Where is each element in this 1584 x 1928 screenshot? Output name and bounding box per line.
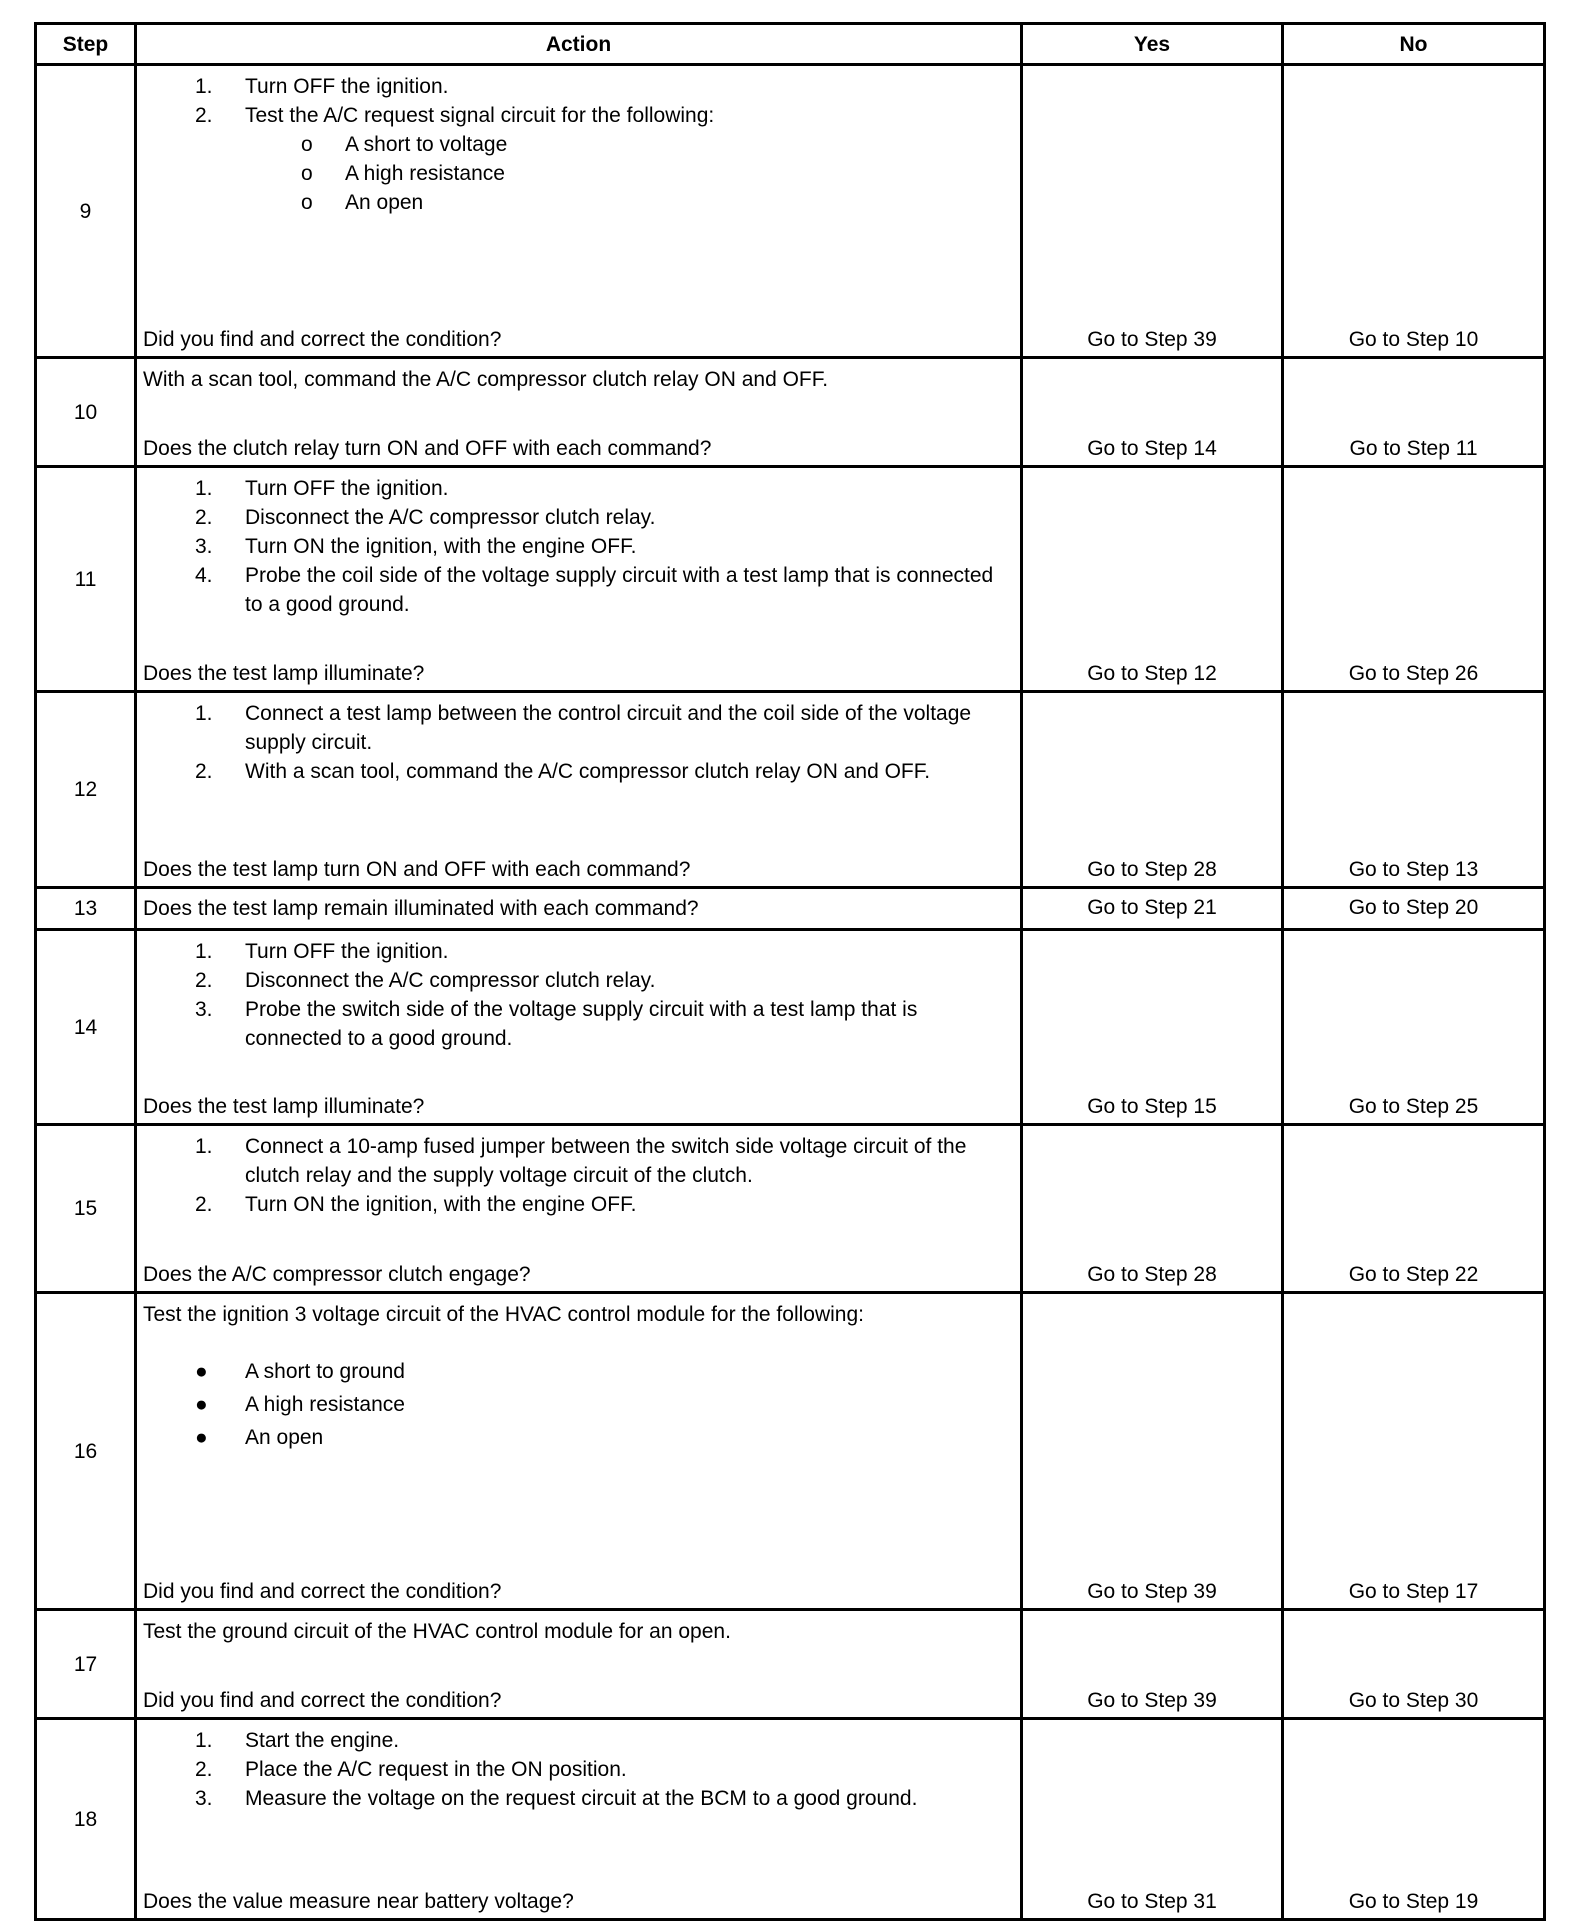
- action-cell: [136, 1293, 1022, 1610]
- action-list: [137, 1294, 1020, 1454]
- action-cell: [136, 692, 1022, 888]
- bullet-icon: o: [301, 162, 313, 185]
- yes-result: Go to Step 28: [1022, 1125, 1283, 1293]
- table-row: [36, 930, 1545, 1125]
- item-text: With a scan tool, command the A/C compressor clutch relay ON and OFF.: [245, 760, 931, 783]
- bullet-item: [137, 159, 1012, 188]
- question: Does the A/C compressor clutch engage?: [143, 1263, 531, 1286]
- step-number: 15: [36, 1125, 136, 1293]
- table-row: [36, 1293, 1545, 1610]
- action-cell: [136, 65, 1022, 358]
- numbered-step: [137, 1755, 1012, 1784]
- spacer: [137, 1329, 1012, 1355]
- step-marker: 2.: [195, 1193, 213, 1216]
- item-text: Start the engine.: [245, 1729, 400, 1752]
- step-marker: 1.: [195, 75, 213, 98]
- step-marker: 2.: [195, 104, 213, 127]
- item-text: A high resistance: [345, 162, 505, 185]
- item-text: Turn ON the ignition, with the engine OFF.: [245, 535, 637, 558]
- action-list: [137, 693, 1020, 786]
- numbered-step: [137, 699, 1012, 757]
- step-marker: 2.: [195, 506, 213, 529]
- step-number: 14: [36, 930, 136, 1125]
- table-row: [36, 1125, 1545, 1293]
- item-text: Connect a 10-amp fused jumper between the switch side voltage circuit of the clutch relay and the supply voltage circuit of the clutch.: [245, 1135, 967, 1187]
- header-yes: Yes: [1022, 24, 1283, 65]
- table-row: [36, 888, 1545, 930]
- step-marker: 2.: [195, 1758, 213, 1781]
- question: Does the test lamp illuminate?: [143, 662, 425, 685]
- step-number: 10: [36, 358, 136, 467]
- numbered-step: [137, 503, 1012, 532]
- action-text: Test the ignition 3 voltage circuit of the HVAC control module for the following:: [143, 1303, 864, 1326]
- bullet-icon: ●: [195, 1426, 208, 1449]
- item-text: Turn OFF the ignition.: [245, 75, 449, 98]
- question: Does the test lamp turn ON and OFF with each command?: [143, 858, 691, 881]
- step-marker: 2.: [195, 760, 213, 783]
- action-cell: [136, 467, 1022, 692]
- action-cell: [136, 930, 1022, 1125]
- question: Did you find and correct the condition?: [143, 1689, 502, 1712]
- action-cell: [136, 1125, 1022, 1293]
- item-text: Connect a test lamp between the control circuit and the coil side of the voltage supply circuit.: [245, 702, 972, 754]
- no-result: Go to Step 13: [1283, 692, 1545, 888]
- item-text: Place the A/C request in the ON position.: [245, 1758, 627, 1781]
- yes-result: Go to Step 39: [1022, 65, 1283, 358]
- numbered-step: [137, 937, 1012, 966]
- header-step: Step: [36, 24, 136, 65]
- table-row: [36, 65, 1545, 358]
- yes-result: Go to Step 39: [1022, 1610, 1283, 1719]
- item-text: A high resistance: [245, 1393, 405, 1416]
- question: Did you find and correct the condition?: [143, 1580, 502, 1603]
- table-row: [36, 358, 1545, 467]
- item-text: An open: [345, 191, 424, 214]
- item-text: Probe the switch side of the voltage supply circuit with a test lamp that is connected to a good ground.: [245, 998, 918, 1050]
- question: Does the clutch relay turn ON and OFF with each command?: [143, 437, 712, 460]
- bullet-icon: o: [301, 133, 313, 156]
- yes-result: Go to Step 12: [1022, 467, 1283, 692]
- bullet-icon: ●: [195, 1393, 208, 1416]
- no-result: Go to Step 22: [1283, 1125, 1545, 1293]
- question: Did you find and correct the condition?: [143, 328, 502, 351]
- table-row: [36, 692, 1545, 888]
- step-number: 13: [36, 888, 136, 930]
- table-row: [36, 1719, 1545, 1920]
- step-marker: 3.: [195, 535, 213, 558]
- step-marker: 2.: [195, 969, 213, 992]
- bullet-icon: ●: [195, 1360, 208, 1383]
- step-marker: 3.: [195, 998, 213, 1021]
- no-result: Go to Step 26: [1283, 467, 1545, 692]
- bullet-item: [137, 1421, 1012, 1454]
- yes-result: Go to Step 14: [1022, 358, 1283, 467]
- numbered-step: [137, 995, 1012, 1053]
- bullet-item: [137, 130, 1012, 159]
- yes-result: Go to Step 39: [1022, 1293, 1283, 1610]
- item-text: Turn ON the ignition, with the engine OFF.: [245, 1193, 637, 1216]
- bullet-item: [137, 1355, 1012, 1388]
- numbered-step: [137, 474, 1012, 503]
- item-text: Disconnect the A/C compressor clutch relay.: [245, 506, 656, 529]
- step-marker: 1.: [195, 1135, 213, 1158]
- step-marker: 1.: [195, 702, 213, 725]
- table-row: [36, 1610, 1545, 1719]
- bullet-icon: o: [301, 191, 313, 214]
- yes-result: Go to Step 28: [1022, 692, 1283, 888]
- action-list: [137, 1611, 1020, 1646]
- numbered-step: [137, 1784, 1012, 1813]
- question: Does the test lamp illuminate?: [143, 1095, 425, 1118]
- bullet-item: [137, 188, 1012, 217]
- numbered-step: [137, 1132, 1012, 1190]
- action-cell: [136, 888, 1022, 930]
- item-text: An open: [245, 1426, 324, 1449]
- item-text: Test the A/C request signal circuit for the following:: [245, 104, 715, 127]
- no-result: Go to Step 11: [1283, 358, 1545, 467]
- diagnostic-table: [34, 22, 1546, 1921]
- header-action: Action: [136, 24, 1022, 65]
- item-text: Measure the voltage on the request circuit at the BCM to a good ground.: [245, 1787, 918, 1810]
- step-number: 18: [36, 1719, 136, 1920]
- header-row: [36, 24, 1545, 65]
- step-number: 17: [36, 1610, 136, 1719]
- action-list: [137, 1126, 1020, 1219]
- no-result: Go to Step 17: [1283, 1293, 1545, 1610]
- item-text: Turn OFF the ignition.: [245, 477, 449, 500]
- numbered-step: [137, 72, 1012, 101]
- item-text: Probe the coil side of the voltage supply circuit with a test lamp that is connected to a good ground.: [245, 564, 994, 616]
- no-result: Go to Step 19: [1283, 1719, 1545, 1920]
- action-text: With a scan tool, command the A/C compressor clutch relay ON and OFF.: [143, 368, 829, 391]
- step-marker: 4.: [195, 564, 213, 587]
- action-text: Test the ground circuit of the HVAC control module for an open.: [143, 1620, 731, 1643]
- item-text: Disconnect the A/C compressor clutch relay.: [245, 969, 656, 992]
- numbered-step: [137, 101, 1012, 130]
- item-text: A short to voltage: [345, 133, 508, 156]
- step-number: 11: [36, 467, 136, 692]
- bullet-item: [137, 1388, 1012, 1421]
- action-cell: [136, 1719, 1022, 1920]
- action-list: [137, 468, 1020, 619]
- step-marker: 3.: [195, 1787, 213, 1810]
- no-result: Go to Step 10: [1283, 65, 1545, 358]
- numbered-step: [137, 966, 1012, 995]
- no-result: Go to Step 30: [1283, 1610, 1545, 1719]
- action-list: [137, 931, 1020, 1053]
- yes-result: Go to Step 21: [1022, 888, 1283, 930]
- no-result: Go to Step 20: [1283, 888, 1545, 930]
- action-cell: [136, 358, 1022, 467]
- numbered-step: [137, 1190, 1012, 1219]
- action-list: [137, 66, 1020, 217]
- header-no: No: [1283, 24, 1545, 65]
- action-list: [137, 1720, 1020, 1813]
- item-text: A short to ground: [245, 1360, 405, 1383]
- step-number: 9: [36, 65, 136, 358]
- action-list: [137, 359, 1020, 394]
- step-number: 16: [36, 1293, 136, 1610]
- table-row: [36, 467, 1545, 692]
- step-marker: 1.: [195, 940, 213, 963]
- yes-result: Go to Step 15: [1022, 930, 1283, 1125]
- numbered-step: [137, 757, 1012, 786]
- question: Does the value measure near battery voltage?: [143, 1890, 574, 1913]
- numbered-step: [137, 532, 1012, 561]
- numbered-step: [137, 1726, 1012, 1755]
- item-text: Turn OFF the ignition.: [245, 940, 449, 963]
- step-number: 12: [36, 692, 136, 888]
- question: Does the test lamp remain illuminated with each command?: [143, 897, 699, 920]
- yes-result: Go to Step 31: [1022, 1719, 1283, 1920]
- step-marker: 1.: [195, 477, 213, 500]
- no-result: Go to Step 25: [1283, 930, 1545, 1125]
- step-marker: 1.: [195, 1729, 213, 1752]
- action-cell: [136, 1610, 1022, 1719]
- numbered-step: [137, 561, 1012, 619]
